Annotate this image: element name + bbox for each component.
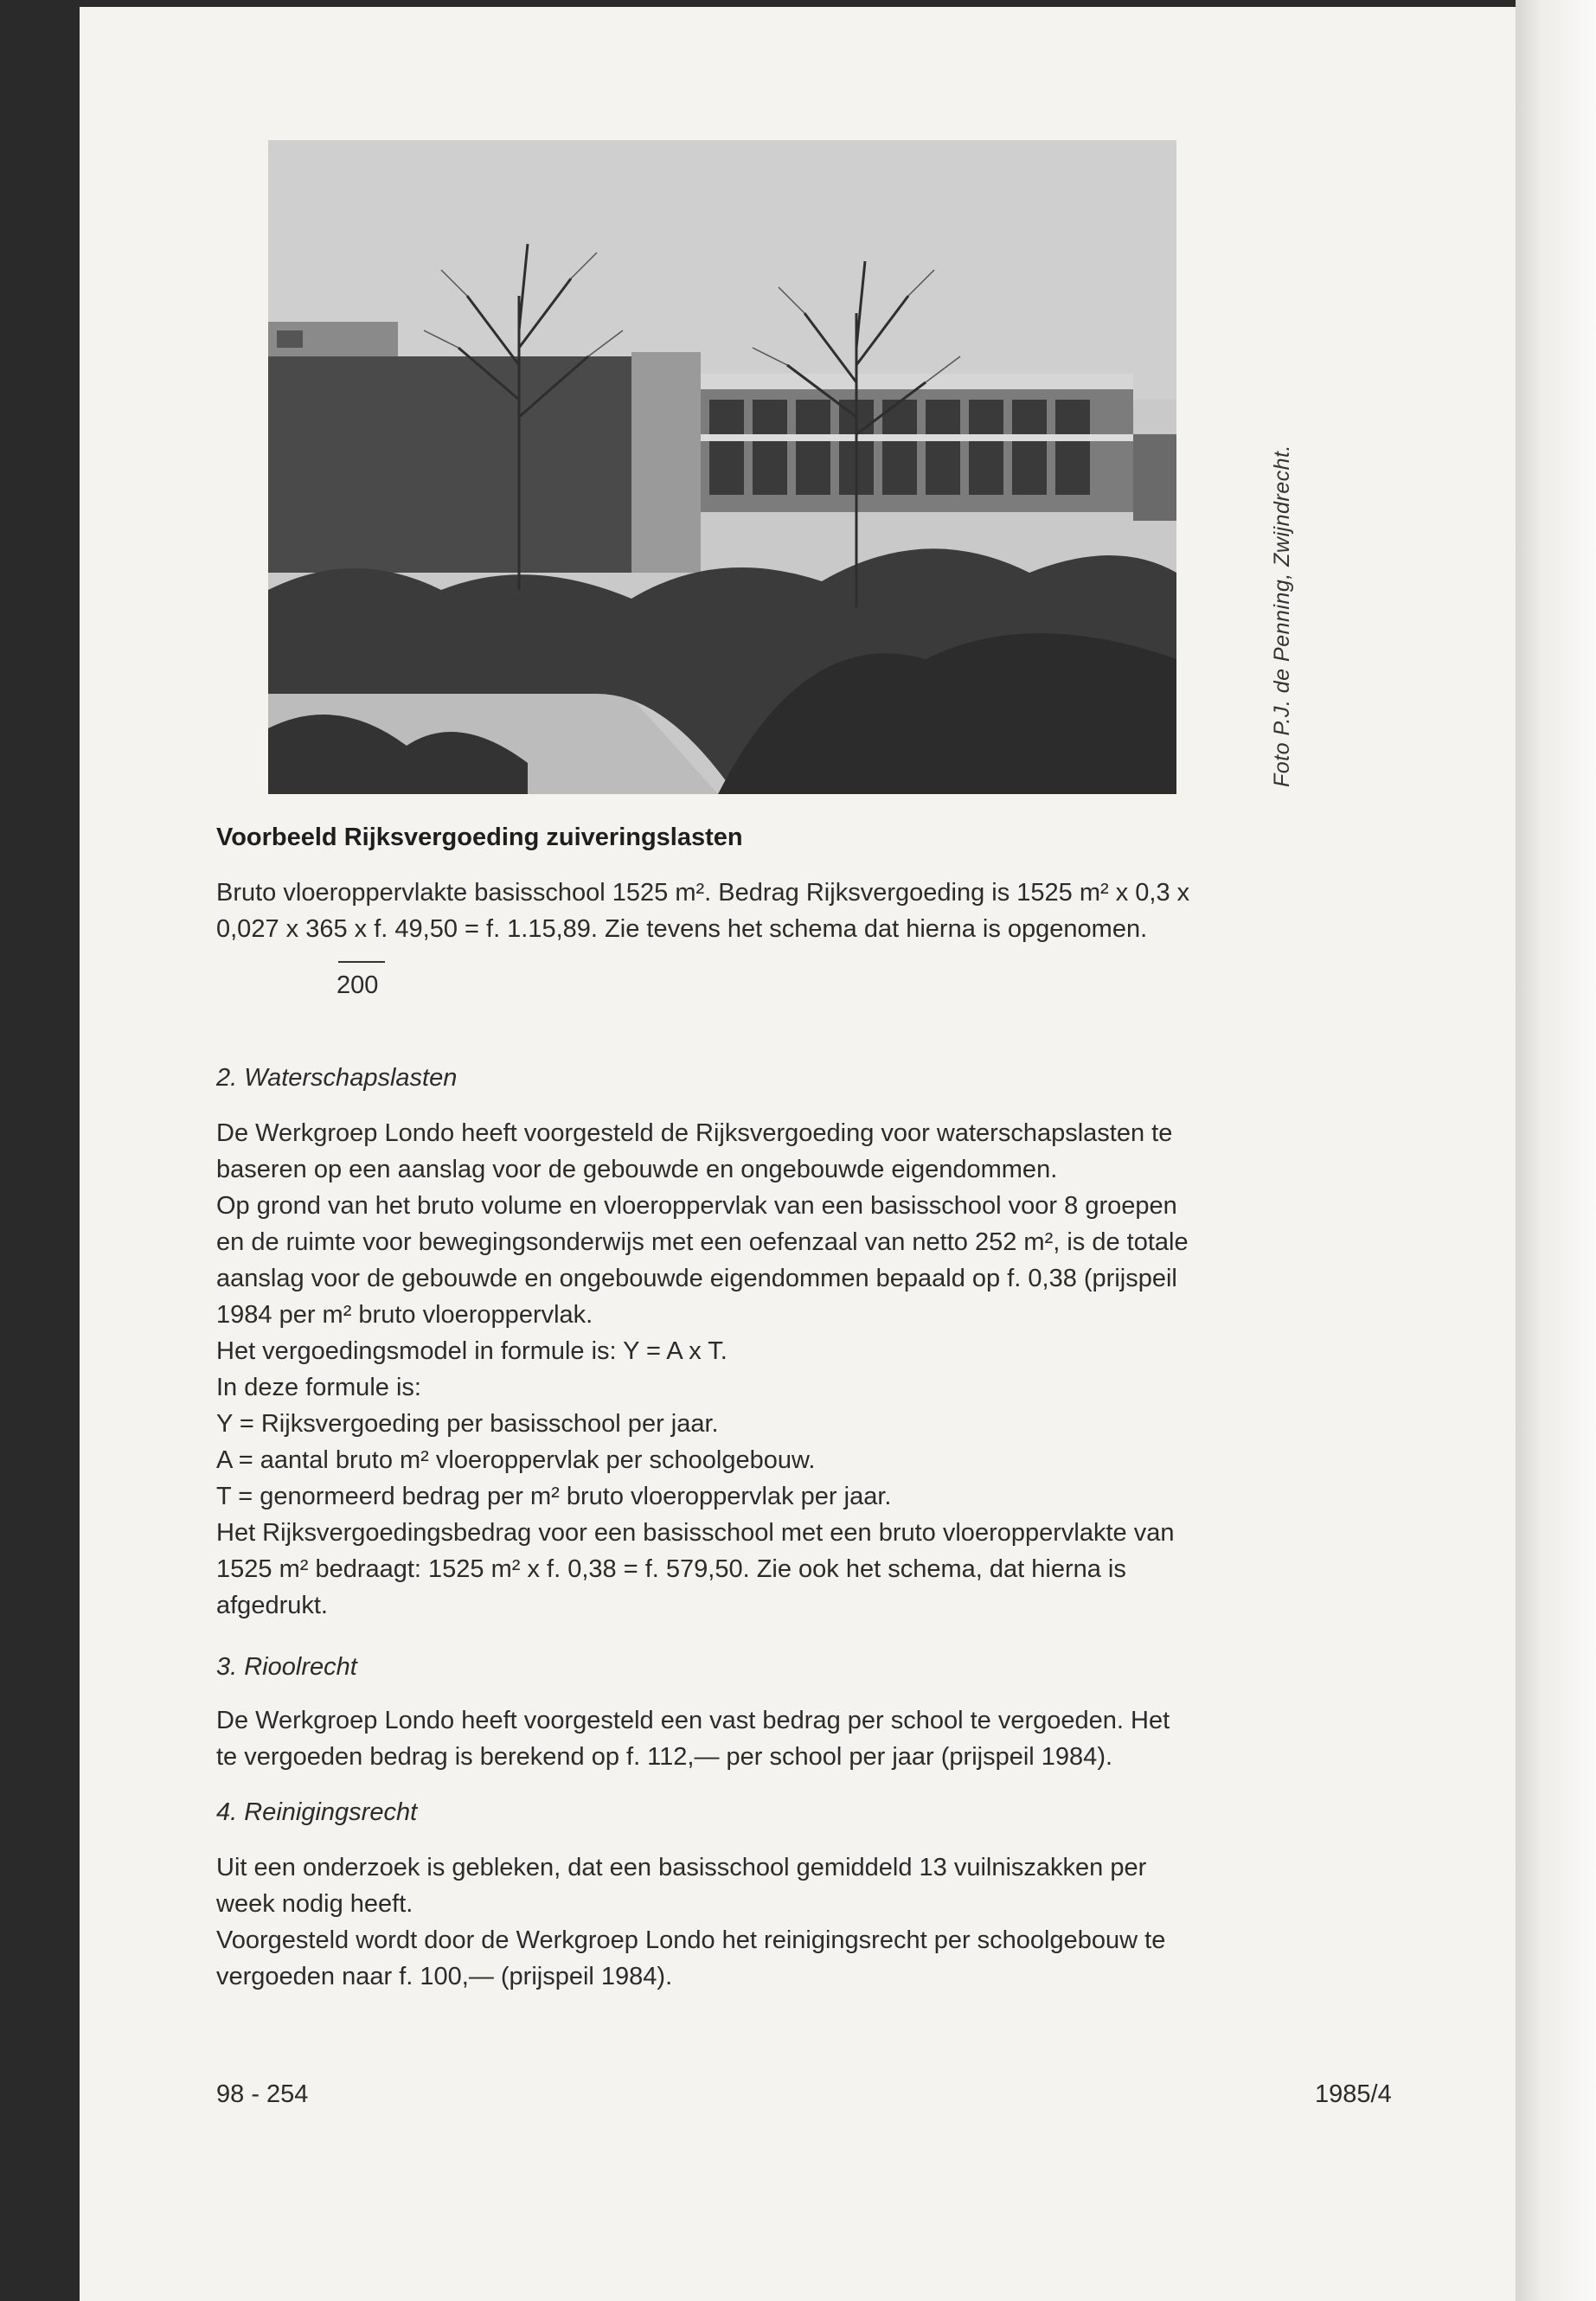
- example-line-2: [216, 911, 1147, 947]
- body-line: Op grond van het bruto volume en vloeroppervlak van een basisschool voor 8 groepen: [216, 1192, 1177, 1220]
- body-line: en de ruimte voor bewegingsonderwijs met een oefenzaal van netto 252 m², is de totale: [216, 1228, 1189, 1256]
- body-line: vergoeden naar f. 100,— (prijspeil 1984).: [216, 1963, 673, 1990]
- body-line: Voorgesteld wordt door de Werkgroep Londo het reinigingsrecht per schoolgebouw te: [216, 1926, 1166, 1954]
- body-line: Het Rijksvergoedingsbedrag voor een basisschool met een bruto vloeroppervlakte van: [216, 1519, 1175, 1547]
- body-line: baseren op een aanslag voor de gebouwde en ongebouwde eigendommen.: [216, 1156, 1058, 1183]
- page-number: 98 - 254: [216, 2080, 309, 2108]
- example-heading: Voorbeeld Rijksvergoeding zuiveringslasten: [216, 824, 743, 851]
- section-heading-rioolrecht: 3. Rioolrecht: [216, 1653, 357, 1681]
- fraction-denominator: 200: [337, 971, 379, 999]
- body-line: Uit een onderzoek is gebleken, dat een basisschool gemiddeld 13 vuilniszakken per: [216, 1854, 1147, 1881]
- body-line: Het vergoedingsmodel in formule is: Y = A x T.: [216, 1337, 727, 1365]
- issue-number: 1985/4: [1315, 2080, 1392, 2108]
- page-edge: [1516, 0, 1596, 2301]
- body-line: T = genormeerd bedrag per m² bruto vloeroppervlak per jaar.: [216, 1483, 892, 1510]
- body-line: afgedrukt.: [216, 1592, 328, 1619]
- photo-credit: Foto P.J. de Penning, Zwijndrecht.: [1270, 445, 1294, 787]
- fraction-bar: [338, 961, 385, 963]
- body-line: week nodig heeft.: [216, 1890, 413, 1918]
- school-building-photo: [268, 140, 1176, 794]
- body-line: A = aantal bruto m² vloeroppervlak per schoolgebouw.: [216, 1446, 816, 1474]
- body-line: 1525 m² bedraagt: 1525 m² x f. 0,38 = f. 579,50. Zie ook het schema, dat hierna is: [216, 1555, 1126, 1583]
- example-line-1: Bruto vloeroppervlakte basisschool 1525 m². Bedrag Rijksvergoeding is 1525 m² x 0,3 x: [216, 879, 1190, 907]
- section-heading-reinigingsrecht: 4. Reinigingsrecht: [216, 1798, 418, 1826]
- section-body-waterschapslasten: [216, 1115, 1189, 1624]
- section-body-rioolrecht: [216, 1702, 1170, 1775]
- body-line: Y = Rijksvergoeding per basisschool per jaar.: [216, 1410, 719, 1438]
- body-line: 1984 per m² bruto vloeroppervlak.: [216, 1301, 593, 1329]
- body-line: De Werkgroep Londo heeft voorgesteld de Rijksvergoeding voor waterschapslasten te: [216, 1119, 1173, 1147]
- example-line-2-end: x f. 49,50 = f. 1.15,89. Zie tevens het schema dat hierna is opgenomen.: [354, 915, 1148, 943]
- example-line-2-start: 0,027 x: [216, 915, 299, 943]
- fraction-numerator: 365: [305, 915, 348, 943]
- body-line: In deze formule is:: [216, 1374, 421, 1401]
- body-line: De Werkgroep Londo heeft voorgesteld een vast bedrag per school te vergoeden. Het: [216, 1707, 1170, 1734]
- body-line: aanslag voor de gebouwde en ongebouwde eigendommen bepaald op f. 0,38 (prijspeil: [216, 1265, 1177, 1292]
- section-body-reinigingsrecht: [216, 1849, 1165, 1995]
- body-line: te vergoeden bedrag is berekend op f. 112,— per school per jaar (prijspeil 1984).: [216, 1743, 1113, 1771]
- section-heading-waterschapslasten: 2. Waterschapslasten: [216, 1064, 458, 1092]
